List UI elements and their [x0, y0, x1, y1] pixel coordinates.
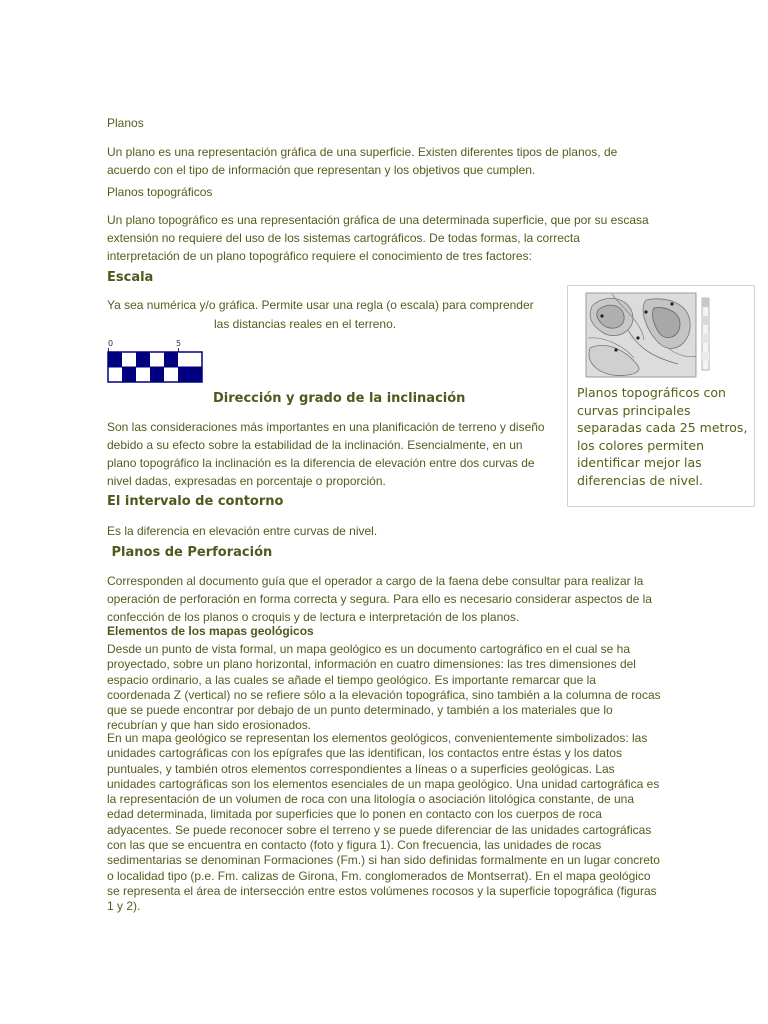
page-title: Planos — [107, 116, 144, 130]
geologic-paragraph-2: En un mapa geológico se representan los elementos geológicos, convenientemente simbolizados: las unidades cartográficas con los epígrafes que las identifican, los contactos entre éstas y los datos puntuales, y también otros elementos correspondientes a líneas o a superficies geológicas. Las unidades cartográficas son los elementos esenciales de un mapa geológico. Una unidad cartográfica es la representación de un volumen de roca con una litología o asociación litológica constante, de una edad determinada, limitada por superficies que lo ponen en contacto con los cuerpos de roca adyacentes. Se puede reconocer sobre el terreno y se puede diferenciar de las unidades cartográficas con las que se encuentra en contacto (foto y figura 1). Con frecuencia, las unidades de rocas sedimentarias se denominan Formaciones (Fm.) si han sido definidas formalmente en un lugar concreto o localidad tipo (p.e. Fm. calizas de Girona, Fm. conglomerados de Montserrat). En el mapa geológico se representa el área de intersección entre estos volúmenes rocosos y la superficie topográfica (figuras 1 y 2). — [107, 731, 660, 914]
contour-interval-text: Es la diferencia en elevación entre curvas de nivel. — [107, 524, 378, 538]
contour-interval-heading: El intervalo de contorno — [107, 494, 284, 509]
contour-map-image — [568, 286, 754, 382]
scale-tick-label-mid: 5 — [176, 339, 182, 348]
intro-paragraph: Un plano es una representación gráfica de una superficie. Existen diferentes tipos de planos, de acuerdo con el tipo de información que representan y los objetivos que cumplen. — [107, 145, 618, 177]
geologic-elements-heading: Elementos de los mapas geológicos — [107, 624, 314, 638]
scale-heading: Escala — [107, 270, 154, 285]
caption-line2: los colores permiten identificar mejor las diferencias de nivel. — [577, 437, 704, 488]
geologic-paragraph-1: Desde un punto de vista formal, un mapa geológico es un documento cartográfico en el cual se ha proyectado, sobre un plano horizontal, información en cuatro dimensiones: las tres dimensiones del espacio ordinario, a las cuales se añade el tiempo geológico. Es importante remarcar que la coordenada Z (vertical) no se refiere sólo a la elevación topográfica, sino también a la columna de rocas que se puede encontrar por debajo de un punto determinado, y también a los materiales que lo recubrían y que han sido erosionados. — [107, 642, 661, 733]
direction-heading: Dirección y grado de la inclinación — [213, 391, 466, 406]
topographic-map-figure — [567, 285, 755, 507]
graphic-scale-bar — [107, 338, 203, 384]
topographic-paragraph: Un plano topográfico es una representación gráfica de una determinada superficie, que por su escasa extensión no requiere del uso de los sistemas cartográficos. De todas formas, la correcta interpretación de un plano topográfico requiere el conocimiento de tres factores: — [107, 213, 649, 263]
drilling-plans-paragraph: Corresponden al documento guía que el operador a cargo de la faena debe consultar para realizar la operación de perforación en forma correcta y segura. Para ello es necesario considerar aspectos de la confección de los planos o croquis y de lectura e interpretación de los planos. — [107, 574, 652, 624]
caption-line1: Planos topográficos con curvas principales separadas cada 25 metros, — [577, 385, 748, 436]
topographic-subtitle: Planos topográficos — [107, 185, 213, 199]
figure-caption — [577, 384, 749, 490]
direction-paragraph: Son las consideraciones más importantes en una planificación de terreno y diseño debido a su efecto sobre la estabilidad de la inclinación. Esencialmente, en un plano topográfico la inclinación es la diferencia de elevación entre dos curvas de nivel dadas, expresadas en porcentaje o proporción. — [107, 420, 545, 488]
drilling-plans-heading: Planos de Perforación — [107, 545, 273, 560]
scale-text-line2: las distancias reales en el terreno. — [214, 317, 397, 331]
scale-tick-label-start: 0 — [108, 339, 114, 348]
scale-text-line1: Ya sea numérica y/o gráfica. Permite usar una regla (o escala) para comprender — [107, 298, 534, 312]
